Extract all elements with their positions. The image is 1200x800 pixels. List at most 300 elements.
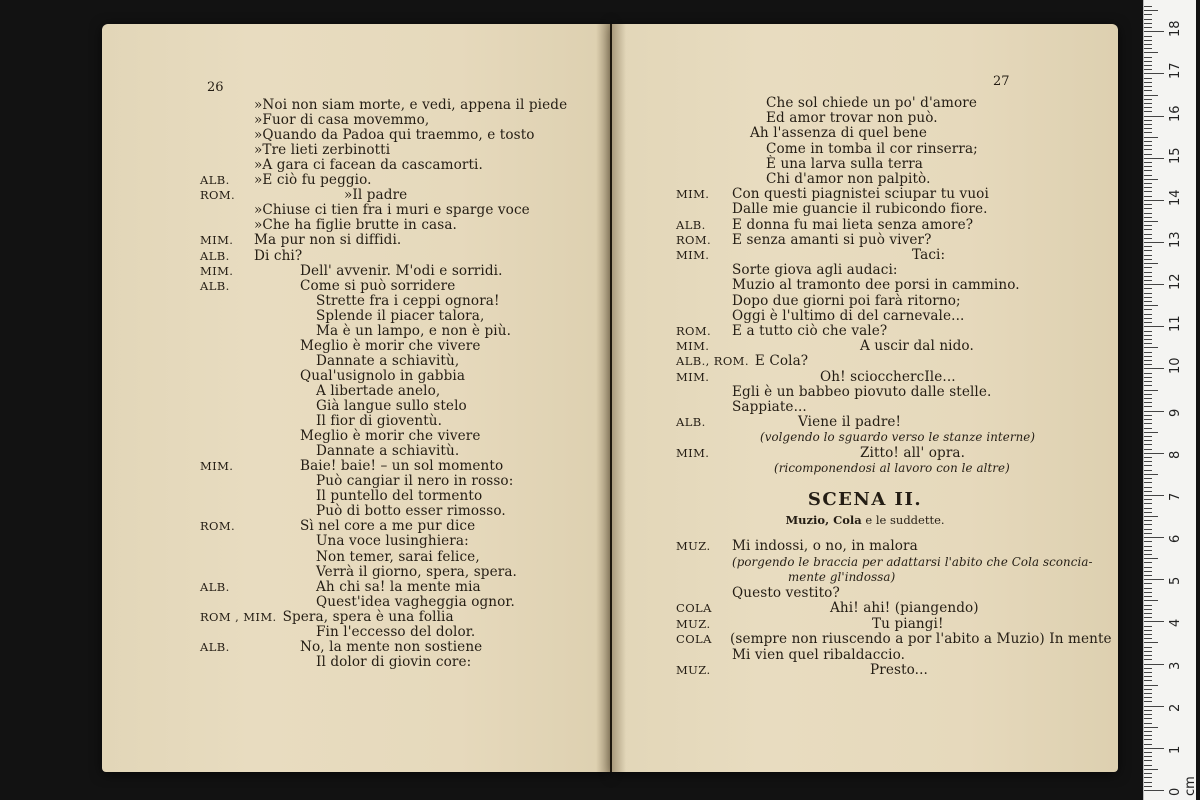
line-text: A uscir dal nido. [860,338,974,355]
line-text: Ma è un lampo, e non è più. [316,322,511,339]
ruler-tick [1144,111,1152,112]
ruler-tick [1144,790,1164,791]
line-text: E a tutto ciò che vale? [732,323,888,339]
ruler-tick [1144,415,1152,416]
speaker-label: ALB., ROM. [676,354,749,369]
ruler-tick [1144,402,1152,403]
scene-character-names: Muzio, Cola [785,513,862,527]
text-line [200,172,372,188]
text-line [200,323,511,339]
text-line [676,171,931,187]
ruler-tick [1144,314,1152,315]
ruler-tick [1144,124,1152,125]
ruler-tick [1144,31,1164,32]
line-text: Già langue sullo stelo [316,398,467,414]
ruler-tick [1144,78,1152,79]
line-text: Il dolor di giovin core: [316,653,472,670]
ruler-tick [1144,373,1152,374]
ruler-tick [1144,191,1152,192]
ruler-tick [1144,377,1152,378]
ruler-tick [1144,57,1152,58]
ruler-tick [1144,680,1152,681]
text-line [200,142,390,158]
ruler-number: 10 [1168,357,1183,375]
ruler-tick [1144,360,1152,361]
ruler-tick [1144,562,1152,563]
line-text: Sappiate... [732,399,807,415]
text-line [200,533,469,549]
line-text: Dell' avvenir. M'odi e sorridi. [300,262,503,279]
ruler-number: 16 [1168,105,1183,122]
text-line [676,141,978,157]
ruler-tick [1144,322,1152,323]
line-text: Oggi è l'ultimo di del carnevale... [732,307,965,324]
ruler-tick [1144,234,1152,235]
line-text: No, la mente non sostiene [300,638,483,655]
speaker-label: ALB. [200,639,230,654]
line-text: Questo vestito? [732,584,840,601]
line-text: Può di botto esser rimosso. [316,503,506,520]
text-line [200,353,459,369]
ruler-tick [1144,263,1158,264]
ruler-number: 13 [1168,231,1183,249]
line-text: Presto... [870,662,928,678]
ruler-number: 6 [1168,534,1183,544]
ruler-number: 12 [1168,273,1183,291]
text-line [676,247,945,263]
ruler-number: 4 [1168,619,1183,628]
speaker-label: MIM. [676,248,710,262]
ruler-tick [1144,482,1152,483]
line-text: Con questi piagnistei sciupar tu vuoi [732,186,989,203]
ruler-tick [1144,272,1152,273]
speaker-label: MIM. [676,339,710,354]
ruler-number: 5 [1168,576,1183,586]
text-line [200,263,503,279]
speaker-label: ALB. [200,579,230,594]
ruler-tick [1144,6,1152,7]
ruler-tick [1144,158,1164,159]
text-line [200,488,482,504]
ruler-tick [1144,689,1152,690]
ruler-tick [1144,739,1152,740]
line-text: Il fior di gioventù. [316,413,443,430]
book-gutter [596,24,626,772]
text-line [676,369,956,385]
line-text: mente gl'indossa) [788,570,896,584]
line-text: È una larva sulla terra [766,155,923,172]
text-line [676,538,918,554]
ruler-tick [1144,73,1164,74]
text-line [676,445,965,461]
ruler-tick [1144,356,1152,357]
line-text: Qual'usignolo in gabbia [300,367,466,384]
speaker-label: ALB. [200,173,230,188]
ruler-tick [1144,760,1152,761]
ruler-tick [1144,166,1152,167]
speaker-label: ALB. [200,248,230,263]
ruler-tick [1144,225,1152,226]
text-line [676,647,905,663]
ruler-tick [1144,297,1152,298]
text-line [676,460,1010,476]
ruler-tick [1144,318,1152,319]
ruler-tick [1144,659,1152,660]
ruler-tick [1144,170,1152,171]
speaker-label: MIM. [676,369,710,384]
ruler-tick [1144,179,1158,180]
ruler-number: 0 cm [1168,776,1198,796]
speaker-label: MUZ. [676,539,711,553]
text-line [676,616,944,632]
text-line [676,384,991,400]
text-line [676,353,808,369]
text-line [676,125,927,141]
ruler-tick [1144,461,1152,462]
ruler-tick [1144,238,1152,239]
ruler-tick [1144,213,1152,214]
line-text: »Tre lieti zerbinotti [254,142,391,159]
ruler-tick [1144,406,1152,407]
ruler-tick [1144,440,1152,441]
text-line [676,95,977,111]
text-line [676,156,923,172]
ruler-tick [1144,95,1158,96]
speaker-label: ALB. [676,415,706,430]
line-text: Ah chi sa! la mente mia [316,578,481,595]
line-text: E Cola? [754,353,809,370]
ruler-tick [1144,735,1152,736]
ruler-tick [1144,723,1152,724]
text-line [200,654,471,670]
text-line [676,631,1112,647]
ruler-tick [1144,149,1152,150]
scene-characters-rest: e le suddette. [861,513,945,527]
ruler-tick [1144,571,1152,572]
ruler-tick [1144,154,1152,155]
ruler-tick [1144,727,1158,728]
ruler-tick [1144,575,1152,576]
text-line [200,624,475,640]
line-text: »E ciò fu peggio. [254,172,372,189]
ruler-tick [1144,710,1152,711]
line-text: (ricomponendosi al lavoro con le altre) [774,460,1010,475]
ruler-tick [1144,259,1152,260]
ruler-tick [1144,132,1152,133]
right-page-number: 27 [993,74,1010,89]
text-line [200,639,482,655]
ruler-tick [1144,398,1152,399]
ruler-tick [1144,554,1152,555]
text-line [676,110,938,126]
speaker-label: MUZ. [676,616,711,631]
line-text: E donna fu mai lieta senza amore? [732,216,974,233]
speaker-label: MIM. [200,263,234,278]
line-text: Una voce lusinghiera: [316,533,469,550]
ruler-tick [1144,630,1152,631]
text-line [200,579,481,595]
line-text: »Chiuse ci tien fra i muri e sparge voce [254,202,530,219]
ruler-tick [1144,280,1152,281]
text-line [200,428,481,444]
ruler-tick [1144,48,1152,49]
line-text: Verrà il giorno, spera, spera. [316,563,517,580]
ruler-tick [1144,52,1158,53]
ruler-tick [1144,693,1152,694]
line-text: Dannate a schiavitù. [316,443,460,460]
ruler-tick [1144,423,1152,424]
ruler-tick [1144,621,1164,622]
text-line [200,609,454,625]
text-line [200,187,407,203]
ruler-tick [1144,305,1158,306]
ruler-tick [1144,347,1158,348]
text-line [676,262,898,278]
line-text: (porgendo le braccia per adattarsi l'abito che Cola sconcia- [732,554,1093,569]
line-text: Zitto! all' opra. [860,444,966,461]
text-line [200,549,480,565]
ruler-tick [1144,588,1152,589]
line-text: Di chi? [254,247,303,264]
speaker-label: COLA [676,601,712,615]
text-line [200,112,429,128]
text-line [200,202,530,218]
text-line [676,554,1093,570]
ruler-tick [1144,596,1152,597]
speaker-label: ROM. [200,188,236,203]
line-text: Sì nel core a me pur dice [300,518,476,535]
ruler-number: 11 [1168,315,1183,333]
ruler-tick [1144,385,1152,386]
line-text: »A gara ci facean da cascamorti. [254,157,483,174]
ruler-tick [1144,175,1152,176]
line-text: Meglio è morir che vivere [300,428,481,445]
text-line [200,368,465,384]
ruler-tick [1144,394,1152,395]
line-text: (sempre non riuscendo a por l'abito a Muzio) In mente [730,631,1112,647]
speaker-label: ROM , MIM. [200,609,277,624]
ruler-tick [1144,364,1152,365]
ruler-tick [1144,116,1164,117]
text-line [676,600,979,616]
ruler-tick [1144,773,1152,774]
ruler-tick [1144,217,1152,218]
line-text: Quest'idea vagheggia ognor. [316,593,515,610]
ruler-tick [1144,444,1152,445]
ruler-number: 7 [1168,492,1183,501]
ruler-tick [1144,718,1152,719]
ruler-tick [1144,744,1152,745]
ruler-tick [1144,600,1158,601]
ruler-number: 18 [1168,20,1183,38]
text-line [200,443,459,459]
line-text: Strette fra i ceppi ognora! [316,292,500,309]
ruler-tick [1144,335,1152,336]
text-line [200,473,513,489]
ruler-tick [1144,61,1152,62]
speaker-label: ALB. [676,217,706,232]
ruler-tick [1144,419,1152,420]
ruler-tick [1144,255,1152,256]
line-text: Che sol chiede un po' d'amore [766,95,978,111]
ruler-tick [1144,432,1158,433]
ruler-tick [1144,503,1152,504]
ruler-tick [1144,309,1152,310]
text-line [200,293,500,309]
ruler-tick [1144,676,1152,677]
ruler-tick [1144,120,1152,121]
line-text: »Quando da Padoa qui traemmo, e tosto [254,127,535,144]
ruler-tick [1144,326,1164,327]
text-line [676,399,807,415]
ruler-tick [1144,453,1164,454]
text-line [676,232,932,248]
ruler-number: 3 [1168,661,1183,670]
ruler-tick [1144,609,1152,610]
ruler-tick [1144,19,1152,20]
ruler-tick [1144,27,1152,28]
ruler-tick [1144,221,1158,222]
line-text: Muzio al tramonto dee porsi in cammino. [732,277,1020,294]
ruler-tick [1144,457,1152,458]
text-line [200,232,401,248]
ruler-tick [1144,267,1152,268]
text-line [676,293,961,309]
ruler-tick [1144,128,1152,129]
ruler-tick [1144,558,1158,559]
ruler-tick [1144,782,1152,783]
ruler-tick [1144,508,1152,509]
ruler-tick [1144,36,1152,37]
ruler-tick [1144,714,1152,715]
text-line [200,157,483,173]
line-text: »Che ha figlie brutte in casa. [254,217,457,234]
ruler-tick [1144,731,1152,732]
ruler-tick [1144,208,1152,209]
ruler-tick [1144,141,1152,142]
ruler-tick [1144,478,1152,479]
ruler-tick [1144,550,1152,551]
line-text: Come in tomba il cor rinserra; [766,140,978,157]
line-text: Viene il padre! [798,414,902,431]
ruler-tick [1144,487,1152,488]
ruler-tick [1144,411,1164,412]
ruler-tick [1144,516,1158,517]
speaker-label: ROM. [200,519,236,534]
ruler-tick [1144,145,1152,146]
line-text: Dannate a schiavitù, [316,352,460,369]
ruler-tick [1144,664,1164,665]
ruler-tick [1144,44,1152,45]
ruler-tick [1144,40,1152,41]
ruler-tick [1144,288,1152,289]
text-line [676,308,964,324]
text-line [676,585,840,601]
ruler-tick [1144,368,1164,369]
line-text: »Fuor di casa movemmo, [254,112,430,129]
scene-characters [614,513,1116,527]
ruler-tick [1144,592,1152,593]
speaker-label: ROM. [676,324,712,338]
line-text: Oh! sciocchercIle... [820,368,956,385]
speaker-label: MIM. [200,233,234,248]
line-text: Egli è un babbeo piovuto dalle stelle. [732,383,992,400]
speaker-label: MIM. [676,187,710,202]
line-text: (volgendo lo sguardo verso le stanze interne) [760,430,1036,445]
ruler-tick [1144,162,1152,163]
ruler-tick [1144,567,1152,568]
ruler-tick [1144,183,1152,184]
ruler-number: 14 [1168,189,1183,206]
text-line [200,97,567,113]
line-text: Sorte giova agli audaci: [732,262,898,279]
line-text: Mi vien quel ribaldaccio. [732,646,906,663]
ruler-tick [1144,748,1164,749]
line-text: E senza amanti si può viver? [732,231,932,248]
text-line [676,338,974,354]
text-line [200,248,302,264]
line-text: Come si può sorridere [300,277,456,294]
ruler-tick [1144,512,1152,513]
text-line [200,308,484,324]
ruler-tick [1144,777,1152,778]
ruler-tick [1144,626,1152,627]
ruler-tick [1144,668,1152,669]
speaker-label: ALB. [200,278,230,293]
line-text: Meglio è morir che vivere [300,337,481,354]
ruler-tick [1144,605,1152,606]
ruler-tick [1144,137,1158,138]
ruler-number: 17 [1168,62,1183,80]
line-text: »Noi non siam morte, e vedi, appena il piede [254,97,568,113]
ruler-tick [1144,200,1164,201]
text-line [200,594,515,610]
speaker-label: COLA [676,632,712,646]
line-text: Mi indossi, o no, in malora [732,538,918,554]
ruler-tick [1144,685,1158,686]
text-line [676,323,887,339]
ruler-tick [1144,520,1152,521]
ruler-tick [1144,196,1152,197]
line-text: Può cangiar il nero in rosso: [316,473,514,490]
ruler-tick [1144,769,1158,770]
text-line [200,413,442,429]
ruler-tick [1144,343,1152,344]
ruler-tick [1144,651,1152,652]
speaker-label: MIM. [200,459,234,474]
text-line [200,338,481,354]
line-text: Ma pur non si diffidi. [254,232,402,249]
ruler-tick [1144,82,1152,83]
ruler-tick [1144,752,1152,753]
text-line [676,217,973,233]
text-line [200,127,535,143]
ruler-tick [1144,352,1152,353]
ruler-tick [1144,339,1152,340]
ruler-tick [1144,14,1152,15]
line-text: Dalle mie guancie il rubicondo fiore. [732,201,988,218]
text-line [676,414,901,430]
line-text: Chi d'amor non palpitò. [766,171,931,187]
ruler-tick [1144,204,1152,205]
ruler-tick [1144,436,1152,437]
text-line [200,564,517,580]
ruler-tick [1144,465,1152,466]
line-text: Baie! baie! – un sol momento [300,458,504,475]
speaker-label: ROM. [676,232,712,247]
ruler-tick [1144,90,1152,91]
ruler-tick [1144,533,1152,534]
